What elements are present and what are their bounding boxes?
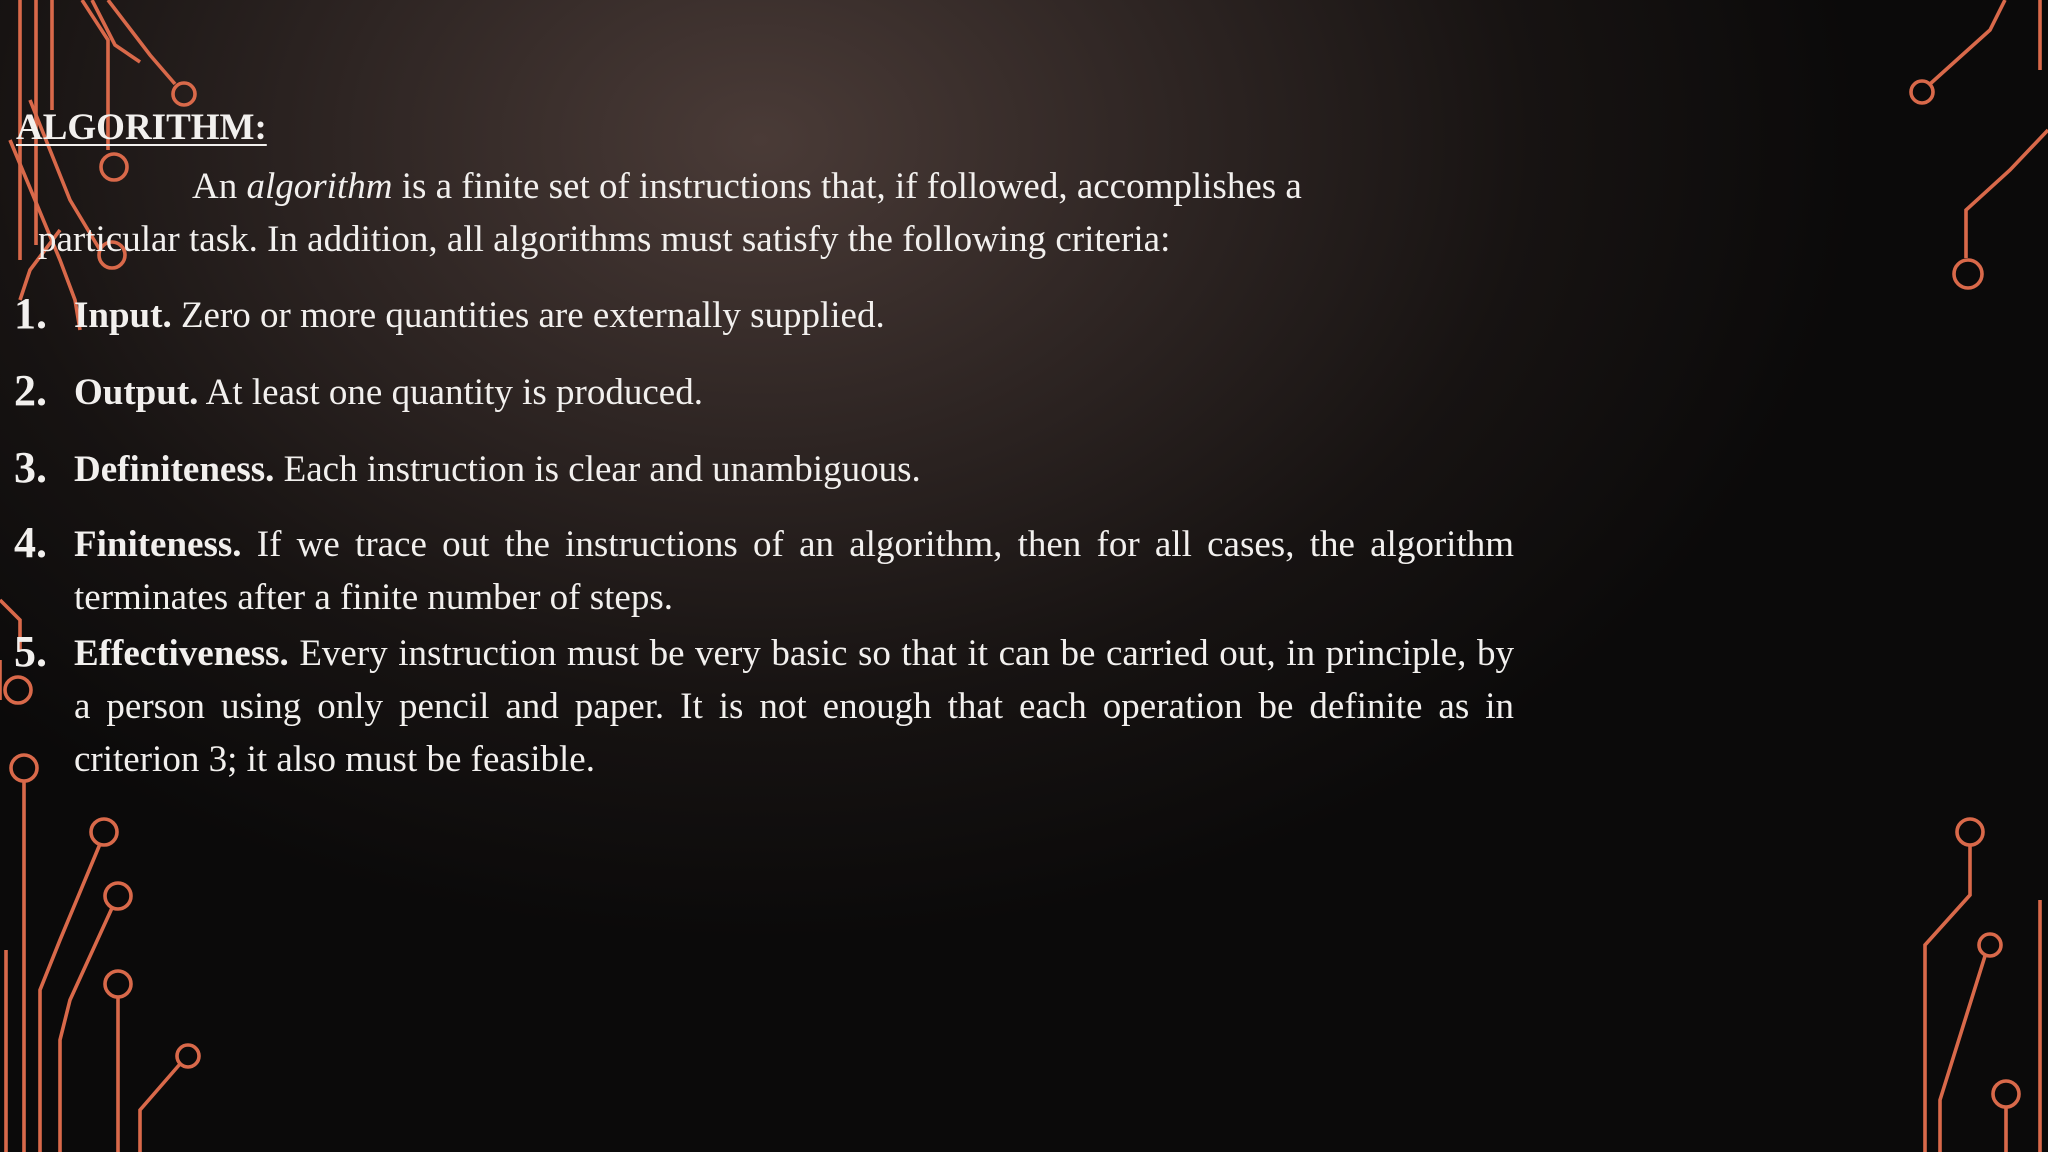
circuit-right-bottom (1925, 819, 2040, 1152)
criterion-term: Finiteness. (74, 524, 242, 565)
criterion-term: Definiteness. (74, 449, 275, 490)
criterion-number: 1. (14, 289, 47, 338)
criterion-body (74, 627, 1514, 786)
criterion-body (74, 366, 1514, 419)
criterion-term: Effectiveness. (74, 633, 289, 674)
circuit-right-top (1911, 0, 2048, 288)
criterion-number: 4. (14, 518, 47, 567)
intro-paragraph (38, 160, 1378, 266)
criterion-text: If we trace out the instructions of an algorithm, then for all cases, the algorithm terminates after a finite number of steps. (74, 524, 1514, 618)
slide-heading: ALGORITHM: (16, 107, 267, 148)
criterion-text: Each instruction is clear and unambiguous. (274, 449, 921, 490)
criterion-body (74, 289, 1514, 342)
criterion-number: 5. (14, 627, 47, 676)
criterion-body (74, 518, 1514, 624)
criterion-term: Input. (74, 295, 172, 336)
criterion-text: At least one quantity is produced. (198, 372, 703, 413)
intro-prefix: An (192, 166, 247, 207)
intro-emphasis: algorithm (246, 166, 393, 207)
circuit-left-bottom (6, 755, 199, 1152)
criterion-text: Every instruction must be very basic so that it can be carried out, in principle, by a person using only pencil and paper. It is not enough that each operation be definite as in criterion 3; it also must be feasible. (74, 633, 1514, 780)
criterion-number: 2. (14, 366, 47, 415)
criterion-body (74, 443, 1514, 496)
criterion-term: Output. (74, 372, 199, 413)
criterion-number: 3. (14, 443, 47, 492)
criterion-text: Zero or more quantities are externally supplied. (171, 295, 885, 336)
intro-suffix: is a finite set of instructions that, if followed, accomplishes a particular task. In addition, all algorithms must satisfy the following criteria: (38, 166, 1302, 260)
